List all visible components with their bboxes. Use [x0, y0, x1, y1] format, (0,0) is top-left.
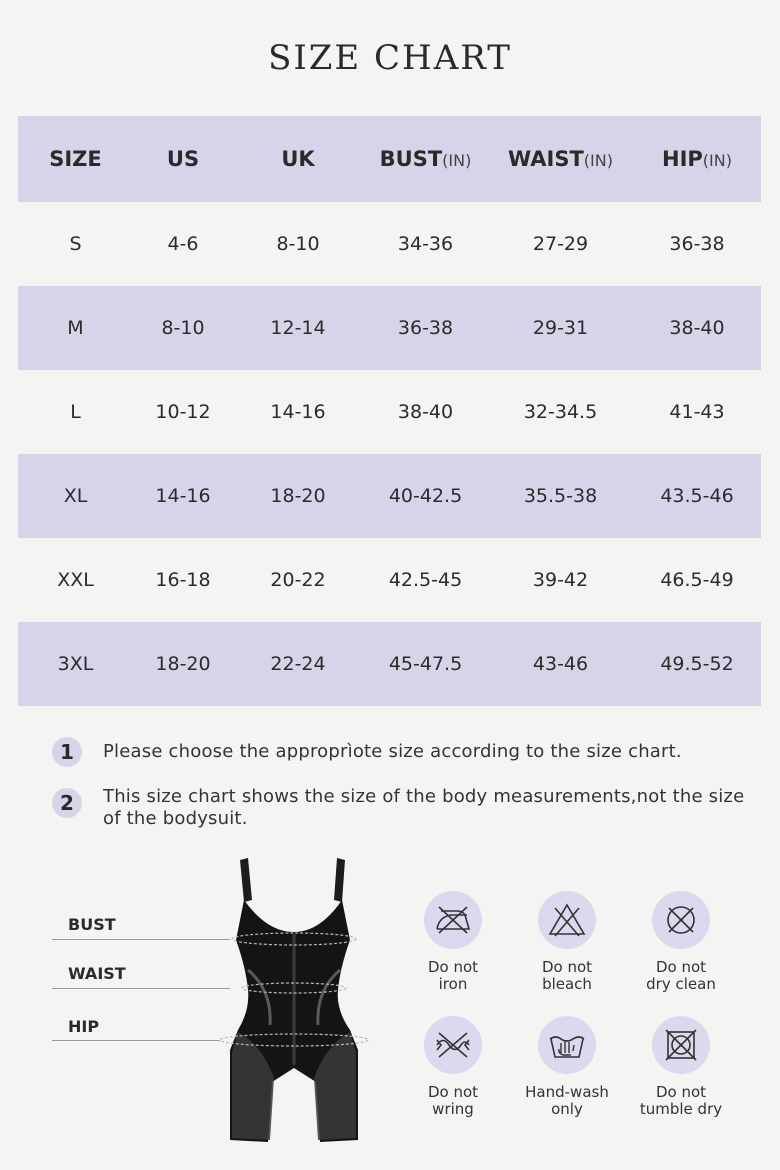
table-cell: 43-46	[532, 653, 589, 675]
bust-guide-line	[52, 939, 230, 940]
table-cell: 3XL	[57, 653, 94, 675]
table-cell: 38-40	[397, 401, 454, 423]
table-cell: 32-34.5	[523, 401, 598, 423]
care-label-line1: Do not	[427, 958, 479, 976]
care-item-no-iron	[393, 891, 513, 993]
table-cell: XL	[63, 485, 88, 507]
table-cell: M	[67, 317, 84, 339]
table-cell: 38-40	[669, 317, 725, 339]
table-cell: 4-6	[167, 233, 199, 255]
note-text: This size chart shows the size of the body measurements,not the size of the bodysuit.	[103, 786, 745, 829]
care-label-line1: Do not	[655, 1083, 707, 1101]
hip-label: HIP	[68, 1017, 100, 1036]
table-cell: 12-14	[270, 317, 326, 339]
no-tumble-dry-icon	[652, 1016, 710, 1074]
note-2	[52, 786, 753, 830]
header-uk: UK	[281, 147, 315, 171]
table-cell: 36-38	[669, 233, 725, 255]
table-cell: 46.5-49	[660, 569, 734, 591]
table-cell: 29-31	[532, 317, 589, 339]
care-item-no-bleach	[507, 891, 627, 993]
size-table	[18, 116, 761, 706]
care-label-line2: bleach	[542, 975, 592, 993]
no-iron-icon	[424, 891, 482, 949]
table-cell: 45-47.5	[388, 653, 463, 675]
header-bust: BUST(IN)	[379, 147, 472, 171]
care-label-line1: Do not	[541, 958, 593, 976]
care-item-no-tumble-dry	[621, 1016, 741, 1118]
table-cell: 22-24	[270, 653, 326, 675]
table-row	[18, 538, 761, 622]
table-cell: 18-20	[270, 485, 326, 507]
table-cell: 49.5-52	[660, 653, 734, 675]
measurement-figure	[52, 850, 382, 1150]
no-wring-icon	[424, 1016, 482, 1074]
care-item-hand-wash	[507, 1016, 627, 1118]
hand-wash-icon	[538, 1016, 596, 1074]
bust-label: BUST	[68, 915, 116, 934]
table-cell: 39-42	[532, 569, 589, 591]
note-text: Please choose the approprìote size according to the size chart.	[103, 741, 682, 762]
table-cell: 20-22	[270, 569, 326, 591]
table-cell: 18-20	[155, 653, 211, 675]
table-cell: 27-29	[532, 233, 589, 255]
care-label-line2: only	[551, 1100, 583, 1118]
table-cell: 43.5-46	[660, 485, 734, 507]
table-header-row	[18, 116, 761, 202]
header-size: SIZE	[49, 147, 102, 171]
hip-guide-line	[52, 1040, 220, 1041]
care-label-line1: Hand-wash	[525, 1083, 609, 1101]
header-us: US	[166, 147, 200, 171]
care-item-no-wring	[393, 1016, 513, 1118]
table-cell: L	[70, 401, 81, 423]
table-cell: XXL	[57, 569, 94, 591]
table-cell: 35.5-38	[523, 485, 598, 507]
table-cell: 42.5-45	[388, 569, 463, 591]
care-label-line2: iron	[438, 975, 468, 993]
table-row	[18, 454, 761, 538]
table-row	[18, 286, 761, 370]
table-cell: 16-18	[155, 569, 211, 591]
table-row	[18, 202, 761, 286]
table-cell: 41-43	[669, 401, 725, 423]
header-waist: WAIST(IN)	[508, 147, 613, 171]
header-hip: HIP(IN)	[662, 147, 732, 171]
table-cell: 40-42.5	[388, 485, 463, 507]
note-number-badge: 1	[52, 737, 82, 767]
bodysuit-image	[212, 850, 382, 1145]
table-cell: S	[69, 233, 82, 255]
table-cell: 8-10	[276, 233, 320, 255]
care-label-line2: tumble dry	[639, 1100, 723, 1118]
page-title: SIZE CHART	[268, 38, 512, 78]
table-cell: 14-16	[270, 401, 326, 423]
table-cell: 36-38	[397, 317, 454, 339]
care-label-line1: Do not	[655, 958, 707, 976]
care-label-line2: dry clean	[646, 975, 716, 993]
no-bleach-icon	[538, 891, 596, 949]
note-1	[52, 741, 753, 767]
note-number-badge: 2	[52, 788, 82, 818]
table-cell: 10-12	[155, 401, 211, 423]
no-dry-clean-icon	[652, 891, 710, 949]
table-row	[18, 622, 761, 706]
table-cell: 14-16	[155, 485, 211, 507]
care-item-no-dry-clean	[621, 891, 741, 993]
table-row	[18, 370, 761, 454]
care-label-line1: Do not	[427, 1083, 479, 1101]
care-label-line2: wring	[432, 1100, 474, 1118]
waist-label: WAIST	[68, 964, 126, 983]
table-cell: 8-10	[161, 317, 205, 339]
table-cell: 34-36	[397, 233, 454, 255]
waist-guide-line	[52, 988, 230, 989]
